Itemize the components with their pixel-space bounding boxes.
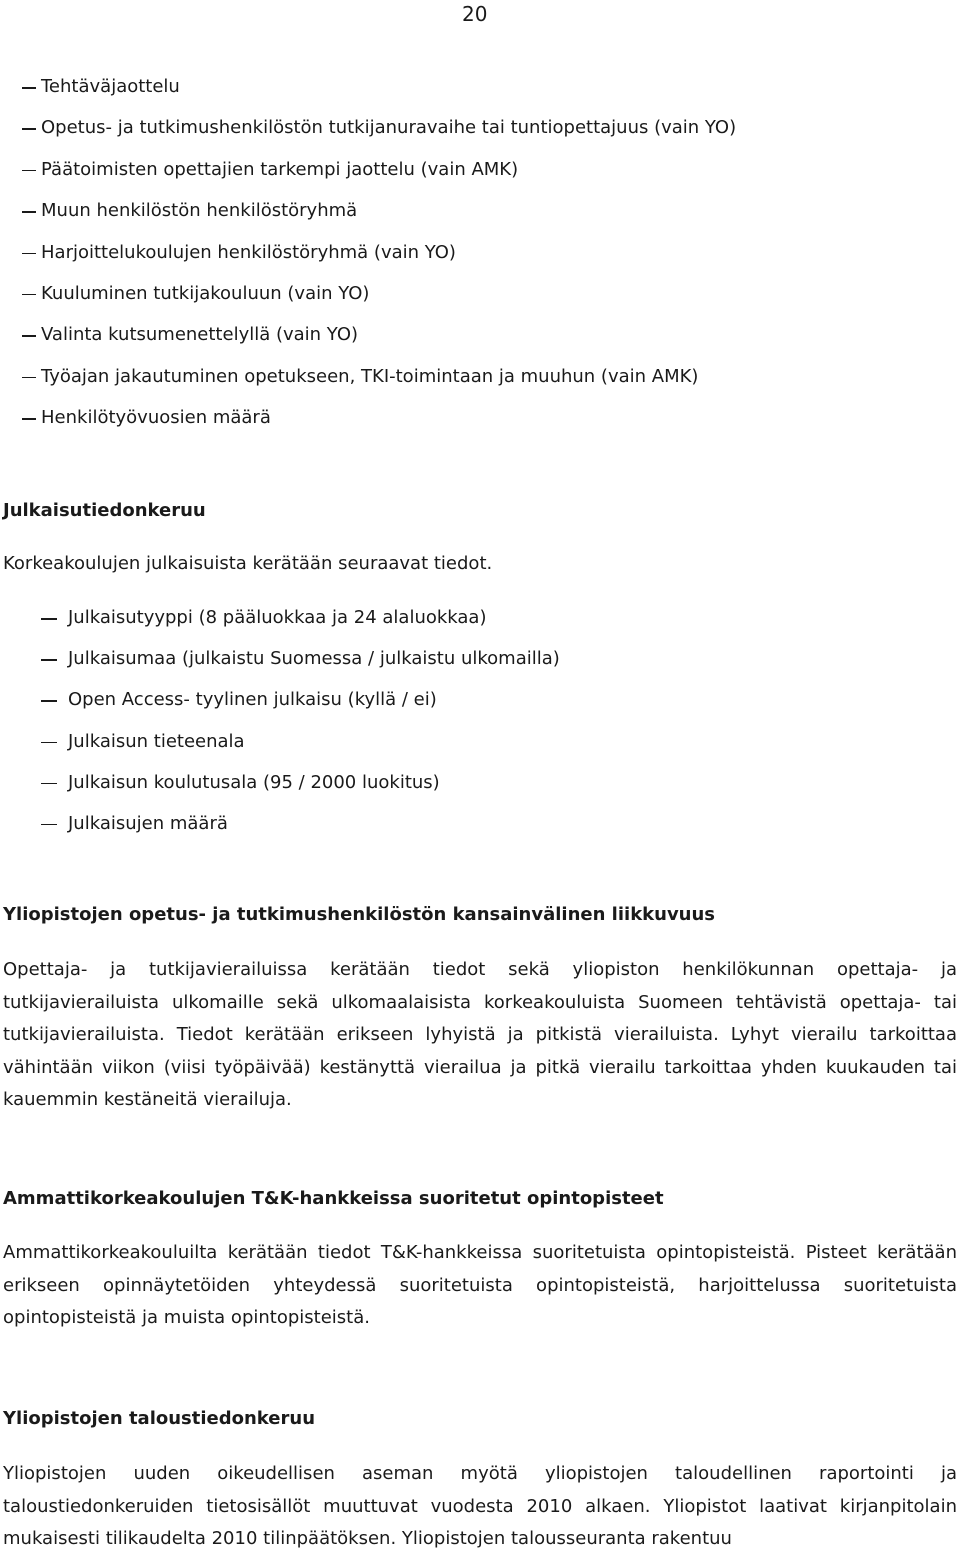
list-item-text: Julkaisujen määrä: [68, 812, 228, 834]
dash-bullet: [41, 783, 57, 785]
section-body-liikkuvuus: Opettaja- ja tutkijavierailuissa kerätään tiedot sekä yliopiston henkilökunnan opettaja- ja tutkijavierailuista ulkomaille sekä ulkomaalaisista korkeakouluista Suomeen tehtävistä opettaja- tai tutkijavierailuista. Tiedot kerätään erikseen lyhyistä ja pitkistä vierailuista. Lyhyt vierailu tarkoittaa vähintään viikon (viisi työpäivää) kestänyttä vierailua ja pitkä vierailu tarkoittaa yhden kuukauden tai kauemmin kestäneitä vierailuja.: [3, 959, 957, 1111]
list-item: [0, 159, 736, 200]
section-body-amk: Ammattikorkeakouluilta kerätään tiedot T&K-hankkeissa suoritetuista opintopisteistä. Pisteet kerätään erikseen opinnäytetöiden yhteydessä suoritetuista opintopisteistä, harjoittelussa suoritetuista opintopisteistä ja muista opintopisteistä.: [3, 1242, 957, 1329]
list-item-text: Julkaisutyyppi (8 pääluokkaa ja 24 alaluokkaa): [68, 607, 487, 628]
list-item-text: Henkilötyövuosien määrä: [41, 407, 271, 429]
publication-data-list: [0, 607, 560, 854]
list-item: [0, 813, 560, 854]
list-item-text: Valinta kutsumenettelyllä (vain YO): [41, 324, 359, 346]
list-item: [0, 607, 560, 648]
section-body-talous: Yliopistojen uuden oikeudellisen aseman myötä yliopistojen taloudellinen raportointi ja taloustiedonkeruiden tietosisällöt muuttuvat vuodesta 2010 alkaen. Yliopistot laativat kirjanpitolain mukaisesti tilikaudelta 2010 tilinpäätöksen. Yliopistojen talousseuranta rakentuu: [3, 1463, 957, 1550]
list-item: [0, 283, 736, 324]
section-heading-julkaisu: Julkaisutiedonkeruu: [3, 500, 206, 521]
dash-bullet: [22, 377, 36, 379]
list-item-text: Opetus- ja tutkimushenkilöstön tutkijanuravaihe tai tuntiopettajuus (vain YO): [41, 117, 737, 139]
list-item-text: Open Access- tyylinen julkaisu (kyllä / ei): [68, 689, 437, 711]
dash-bullet: [41, 824, 57, 826]
section-heading-talous: Yliopistojen taloustiedonkeruu: [3, 1408, 316, 1429]
list-item: [0, 200, 736, 241]
list-item: [0, 648, 560, 689]
dash-bullet: [22, 294, 36, 296]
list-item-text: Julkaisun tieteenala: [68, 730, 245, 752]
page-number: 20: [462, 2, 488, 26]
dash-bullet: [22, 170, 36, 172]
list-item: [0, 242, 736, 283]
list-item-text: Kuuluminen tutkijakouluun (vain YO): [41, 282, 370, 304]
list-item: [0, 76, 736, 117]
dash-bullet: [41, 618, 57, 620]
list-item: [0, 366, 736, 407]
personnel-data-list: [0, 76, 736, 449]
section-intro-julkaisu: Korkeakoulujen julkaisuista kerätään seuraavat tiedot.: [3, 553, 493, 574]
dash-bullet: [41, 700, 57, 702]
list-item-text: Päätoimisten opettajien tarkempi jaottelu (vain AMK): [41, 158, 519, 180]
list-item: [0, 117, 736, 158]
list-item-text: Muun henkilöstön henkilöstöryhmä: [41, 200, 358, 222]
list-item-text: Harjoittelukoulujen henkilöstöryhmä (vain YO): [41, 241, 456, 263]
section-heading-liikkuvuus: Yliopistojen opetus- ja tutkimushenkilöstön kansainvälinen liikkuvuus: [3, 904, 716, 925]
list-item-text: Tehtäväjaottelu: [41, 76, 180, 97]
dash-bullet: [22, 128, 36, 130]
list-item: [0, 731, 560, 772]
list-item: [0, 772, 560, 813]
list-item: [0, 324, 736, 365]
dash-bullet: [22, 253, 36, 255]
dash-bullet: [22, 335, 36, 337]
list-item-text: Julkaisumaa (julkaistu Suomessa / julkaistu ulkomailla): [68, 648, 560, 670]
section-heading-amk: Ammattikorkeakoulujen T&K-hankkeissa suoritetut opintopisteet: [3, 1188, 664, 1209]
dash-bullet: [22, 418, 36, 420]
dash-bullet: [22, 211, 36, 213]
dash-bullet: [22, 87, 36, 89]
list-item-text: Työajan jakautuminen opetukseen, TKI-toimintaan ja muuhun (vain AMK): [41, 365, 699, 387]
dash-bullet: [41, 742, 57, 744]
list-item-text: Julkaisun koulutusala (95 / 2000 luokitus): [68, 771, 440, 793]
list-item: [0, 407, 736, 448]
dash-bullet: [41, 659, 57, 661]
list-item: [0, 689, 560, 730]
